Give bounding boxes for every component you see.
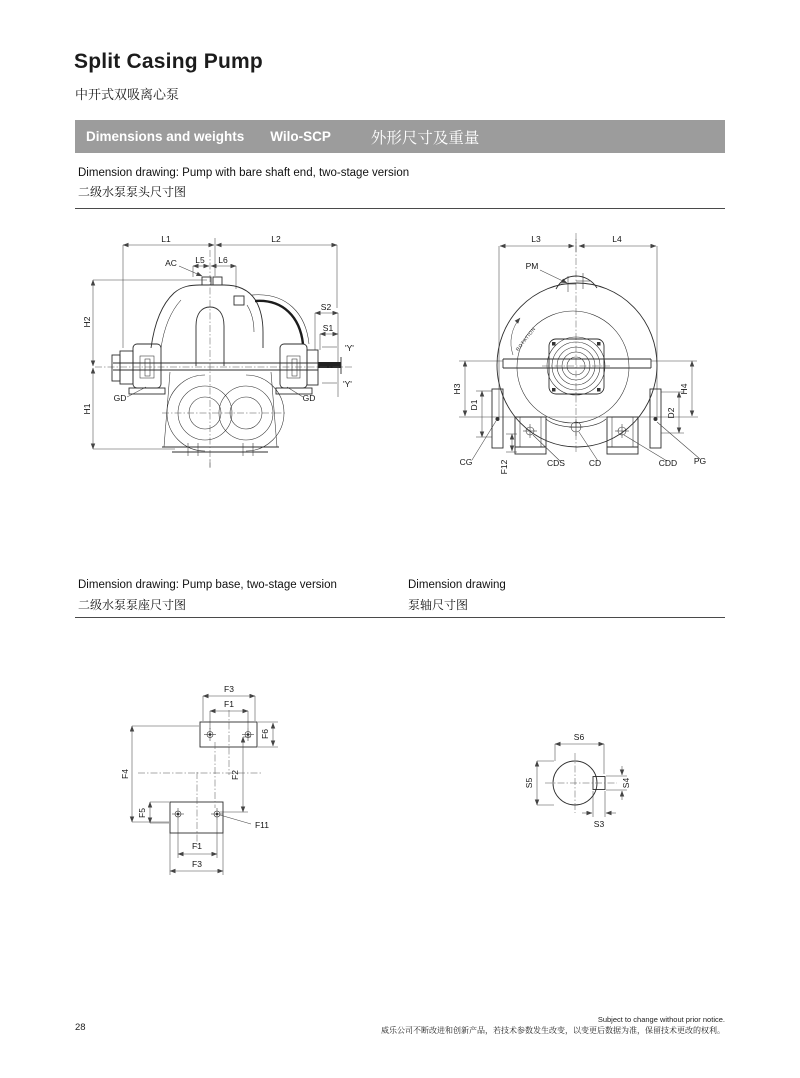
dim-label-s4: S4 [621,777,631,789]
dim-label-l4: L4 [612,234,622,244]
shaft-view-dimension-lines [537,744,627,817]
dim-label-ac: AC [165,258,177,268]
caption-shaft-zh: 泵轴尺寸图 [408,598,469,612]
shaft-view-dimension-labels [524,732,631,829]
dim-label-s5: S5 [524,777,534,789]
base-view-outline [138,710,261,848]
dim-label-y-bottom: 'Y' [343,379,352,389]
dim-label-pg: PG [693,456,707,466]
shaft-view-outline [545,753,617,813]
caption-pump-head-zh: 二级水泵泵头尺寸图 [78,185,187,199]
dim-label-f4: F4 [120,769,130,779]
dim-label-pm: PM [525,261,539,271]
side-view-dimension-lines [93,238,338,449]
dim-label-f1-top: F1 [224,699,234,709]
dim-label-h1: H1 [82,403,92,415]
front-view-dimension-labels [452,234,706,474]
base-view-dimension-labels [120,684,270,869]
dim-label-f3-bottom: F3 [192,859,202,869]
dim-label-cds: CDS [547,458,565,468]
section-header-bar [75,120,725,153]
dim-label-l5: L5 [195,255,205,265]
dim-label-cdd: CDD [658,458,678,468]
page-subtitle-zh: 中开式双吸离心泵 [75,87,180,102]
base-bolt-hole [211,808,223,820]
dim-label-s3: S3 [593,819,605,829]
pump-side-view-drawing [80,228,360,473]
dim-label-f12: F12 [499,459,509,475]
dim-label-f2: F2 [230,770,240,780]
pump-front-view-drawing [450,228,715,478]
dim-label-gd-left: GD [113,393,127,403]
base-bolt-hole [204,728,216,741]
base-view-dimension-lines [132,696,278,875]
dim-label-f11: F11 [254,820,270,830]
dim-label-cg: CG [459,457,473,467]
header-title-zh: 外形尺寸及重量 [370,129,480,147]
dim-label-s2: S2 [320,302,332,312]
caption-pump-base-en: Dimension drawing: Pump base, two-stage version [78,579,337,591]
dim-label-gd-right: GD [302,393,316,403]
divider-rule-top [75,208,725,209]
footer-disclaimer [381,1014,725,1036]
dim-label-d2: D2 [666,407,676,419]
footer-disclaimer-zh: 威乐公司不断改进和创新产品，若技术参数发生改变，以变更后数据为准，保留技术更改的权利。 [381,1026,725,1035]
divider-rule-middle [75,617,725,618]
dim-label-s1: S1 [322,323,334,333]
rotation-direction-label: ROTATION [515,326,538,353]
side-view-pump-outline [95,250,352,468]
dim-label-h2: H2 [82,316,92,328]
dim-label-h4: H4 [679,383,689,395]
dim-label-l3: L3 [531,234,541,244]
dim-label-f1-bottom: F1 [192,841,202,851]
dim-label-y-top: 'Y' [345,343,354,353]
pump-base-drawing [120,678,310,878]
dim-label-l2: L2 [271,234,281,244]
dim-label-cd: CD [588,458,602,468]
dim-label-f3-top: F3 [224,684,234,694]
page-number: 28 [75,1022,86,1033]
front-view-pump-outline [459,273,698,454]
dim-label-d1: D1 [469,399,479,411]
caption-pump-head-en: Dimension drawing: Pump with bare shaft end, two-stage version [78,167,410,179]
dim-label-l1: L1 [161,234,171,244]
base-bolt-hole [242,728,254,741]
footer-disclaimer-en: Subject to change without prior notice. [597,1015,725,1024]
shaft-end-drawing [520,726,660,834]
base-bolt-hole [172,808,184,820]
dim-label-f5: F5 [137,808,147,818]
header-product-name: Wilo-SCP [270,129,331,144]
caption-pump-base-zh: 二级水泵泵座尺寸图 [78,598,187,612]
caption-shaft-en: Dimension drawing [408,579,506,591]
header-title-en: Dimensions and weights [86,129,245,144]
dim-label-f6: F6 [260,729,270,739]
dim-label-h3: H3 [452,383,462,395]
dim-label-l6: L6 [218,255,228,265]
page-title: Split Casing Pump [74,50,263,73]
dim-label-s6: S6 [573,732,585,742]
